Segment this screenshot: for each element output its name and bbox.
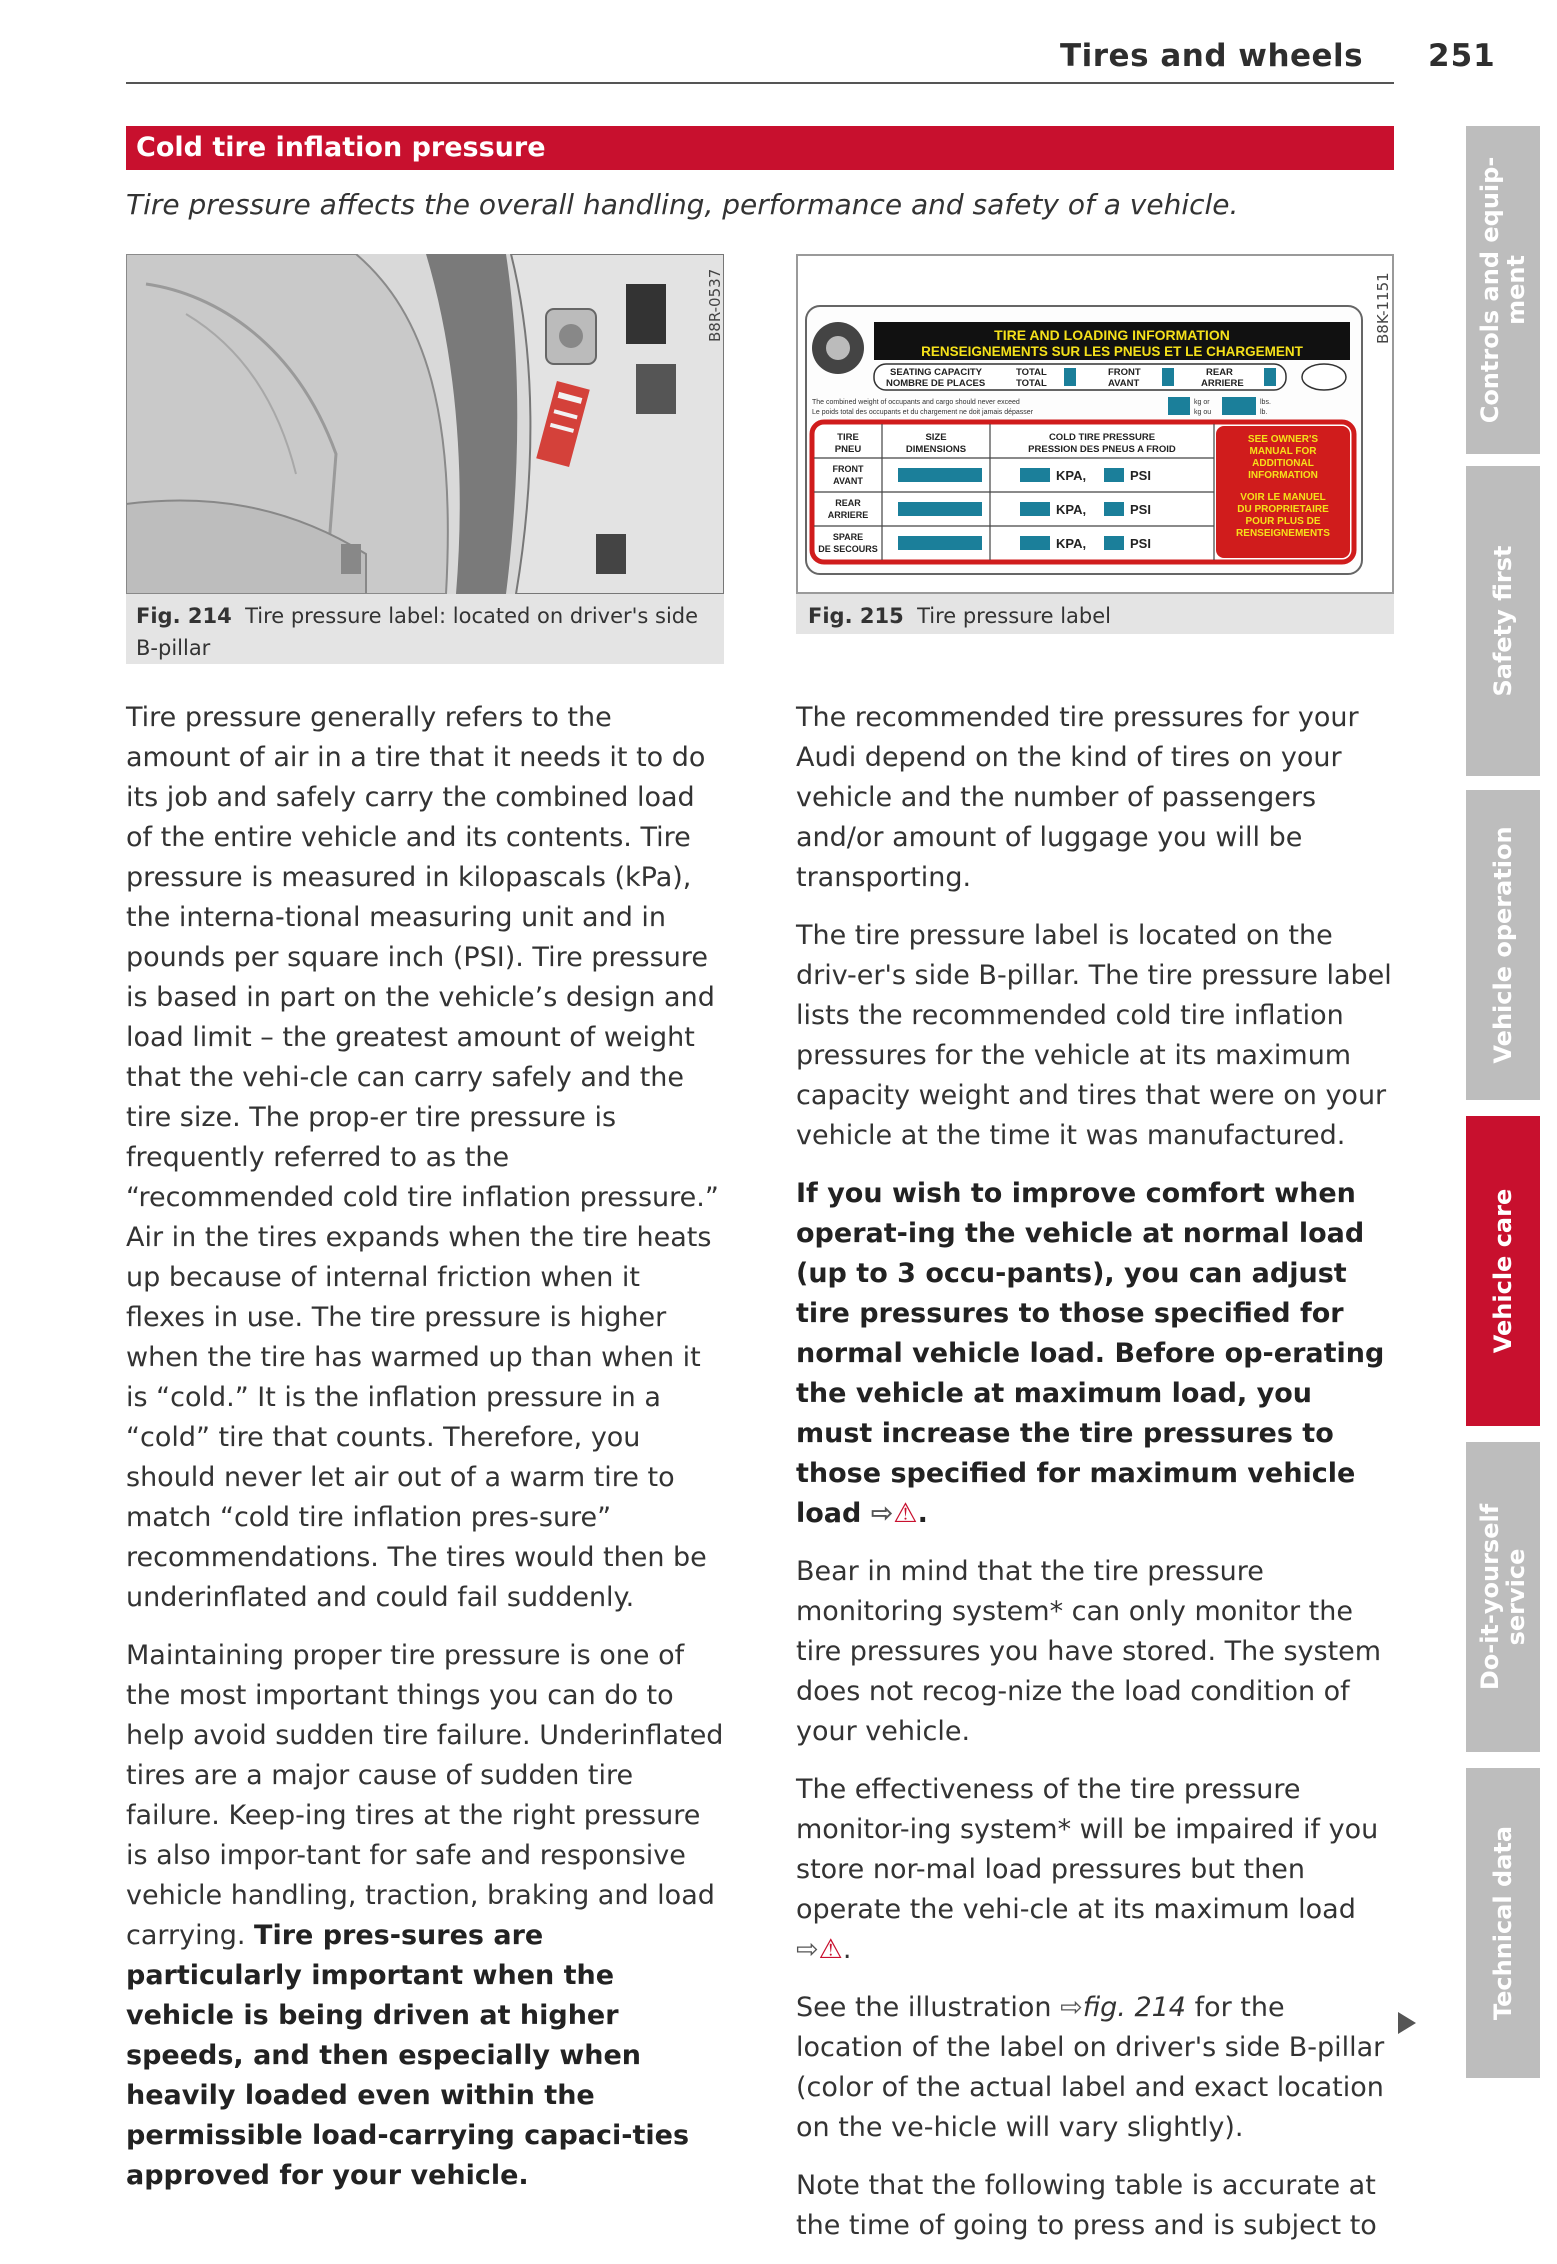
header-divider [126,82,1394,84]
left-column [126,698,724,2214]
side-tab-vehicle-care-label: Vehicle care [1489,1188,1517,1354]
label-rear-fr: ARRIERE [1201,378,1244,389]
page-number: 251 [1428,38,1496,74]
period: . [842,1934,852,1965]
side-tab-technical-label: Technical data [1489,1825,1517,2021]
label-kpa-1: KPA, [1056,468,1087,483]
label-col-pressure: COLD TIRE PRESSURE [1048,432,1156,443]
figure-214-caption-text: Tire pressure label: located on driver's side B-pillar [136,604,699,660]
right-paragraph-3-text: If you wish to improve comfort when operat-ing the vehicle at normal load (up to 3 occu-pants), you can adjust tire pressures to those specified for normal vehicle load. Before op-erating the vehicle at maximum load, you must increase the tire pressures to those specified for maximum vehicle load [796,1178,1385,1529]
continue-arrow-icon [1398,2012,1416,2034]
label-see-en-3: ADDITIONAL [1252,458,1314,469]
right-column [796,698,1396,2264]
label-title-en: TIRE AND LOADING INFORMATION [994,327,1230,343]
figure-215-caption-text: Tire pressure label [917,604,1112,628]
b-pillar-illustration [126,254,724,594]
side-tab-controls[interactable] [1466,126,1540,454]
label-kg-or: kg or [1194,399,1210,406]
label-front-fr: AVANT [1108,378,1140,389]
section-subtitle: Tire pressure affects the overall handling, performance and safety of a vehicle. [126,188,1239,221]
label-see-fr-1: VOIR LE MANUEL [1240,492,1326,503]
figure-215-number: Fig. 215 [808,604,904,628]
side-tab-controls-label: Controls and equip-ment [1476,156,1530,424]
label-seating-fr: NOMBRE DE PLACES [886,378,986,389]
label-kpa-2: KPA, [1056,502,1087,517]
label-front: FRONT [1108,367,1141,378]
right-paragraph-7: Note that the following table is accurate at the time of going to press and is subject to [796,2170,1377,2241]
side-tab-safety-label: Safety first [1489,545,1517,697]
figure-214-number: Fig. 214 [136,604,232,628]
label-total-2: TOTAL [1016,378,1047,389]
side-tab-diy[interactable] [1466,1442,1540,1752]
label-psi-2: PSI [1130,502,1151,517]
period: . [917,1498,928,1529]
label-col-tire-fr: PNEU [834,444,862,455]
right-paragraph-4: Bear in mind that the tire pressure monitoring system* can only monitor the tire pressures you have stored. The system does not recog-nize the load condition of your vehicle. [796,1556,1382,1747]
side-tab-operation[interactable] [1466,790,1540,1100]
label-rear: REAR [1206,367,1233,378]
page-header-title: Tires and wheels [1060,38,1364,74]
label-see-fr-4: RENSEIGNEMENTS [1236,528,1330,539]
figure-215 [796,254,1394,634]
label-kg-ou: kg ou [1194,409,1212,416]
label-lbs: lbs. [1260,399,1271,406]
label-row-rear: REAR [835,498,861,508]
side-tab-safety[interactable] [1466,466,1540,776]
label-row-spare: SPARE [832,532,864,542]
side-tab-vehicle-care[interactable] [1466,1116,1540,1426]
label-see-fr-2: DU PROPRIETAIRE [1237,504,1329,515]
side-tab-diy-label: Do-it-yourself service [1476,1503,1530,1691]
figure-215-image [796,254,1394,594]
label-title-fr: RENSEIGNEMENTS SUR LES PNEUS ET LE CHARGEMENT [921,344,1303,359]
label-lb: lb. [1260,409,1268,416]
label-row-front: FRONT [832,464,864,474]
left-paragraph-2-emphasis: Tire pres-sures are particularly important when the vehicle is being driven at higher speeds, and then especially when heavily loaded even within the permissible load-carrying capaci-ties approved for your vehicle. [126,1920,690,2191]
label-row-spare-fr: DE SECOURS [818,544,878,554]
right-paragraph-6-pre: See the illustration [796,1992,1052,2023]
label-weight-en: The combined weight of occupants and cargo should never exceed [812,399,1020,406]
label-col-size: SIZE [925,432,947,443]
right-paragraph-5-text: The effectiveness of the tire pressure monitor-ing system* will be impaired if you store nor-mal load pressures but then operate the vehi-cle at its maximum load [796,1774,1379,1925]
left-paragraph-2-text: Maintaining proper tire pressure is one of the most important things you can do to help avoid sudden tire failure. Underinflated tires are a major cause of sudden tire failure. Keep-ing tires at the right pressure is also impor-tant for safe and responsive vehicle handling, traction, braking and load carrying. [126,1640,724,1951]
right-paragraph-6 [796,1988,1396,2148]
right-paragraph-3 [796,1174,1396,1534]
figure-reference-link[interactable]: fig. 214 [1082,1992,1186,2023]
right-paragraph-5 [796,1770,1396,1970]
label-weight-fr: Le poids total des occupants et du chargement ne doit jamais dépasser [812,409,1034,416]
reference-arrow-icon: ⇨ [870,1498,894,1529]
label-total-1: TOTAL [1016,367,1047,378]
label-psi-3: PSI [1130,536,1151,551]
label-see-en-4: INFORMATION [1248,470,1318,481]
label-row-rear-fr: ARRIERE [827,510,869,520]
side-tab-technical[interactable] [1466,1768,1540,2078]
figure-214-code: B8R-0537 [706,268,724,342]
label-row-front-fr: AVANT [833,476,863,486]
section-heading: Cold tire inflation pressure [126,126,1394,170]
label-psi-1: PSI [1130,468,1151,483]
figure-214-image [126,254,724,594]
label-col-pressure-fr: PRESSION DES PNEUS A FROID [1028,444,1176,455]
warning-icon[interactable]: ⚠ [893,1498,918,1529]
label-col-size-fr: DIMENSIONS [905,444,967,455]
right-paragraph-2: The tire pressure label is located on the driv-er's side B-pillar. The tire pressure label lists the recommended cold tire inflation pressures for the vehicle at its maximum capacity weight and tires that were on your vehicle at the time it was manufactured. [796,920,1392,1151]
right-paragraph-1: The recommended tire pressures for your Audi depend on the kind of tires on your vehicle and the number of passengers and/or amount of luggage you will be transporting. [796,702,1359,893]
label-col-tire: TIRE [837,432,859,443]
tire-loading-label [798,256,1392,592]
warning-icon[interactable]: ⚠ [818,1934,843,1965]
reference-arrow-icon: ⇨ [796,1934,819,1965]
side-tab-operation-label: Vehicle operation [1489,826,1517,1064]
label-kpa-3: KPA, [1056,536,1087,551]
figure-215-code: B8K-1151 [1374,272,1392,344]
reference-arrow-icon: ⇨ [1060,1992,1083,2023]
label-see-en-1: SEE OWNER'S [1247,434,1319,445]
label-seating: SEATING CAPACITY [890,367,983,378]
figure-214-caption [136,600,716,664]
label-see-fr-3: POUR PLUS DE [1245,516,1321,527]
figure-215-caption [808,600,1388,632]
label-see-en-2: MANUAL FOR [1249,446,1317,457]
left-paragraph-1: Tire pressure generally refers to the amount of air in a tire that it needs it to do its job and safely carry the combined load of the entire vehicle and its contents. Tire pressure is measured in kilopascals (kPa), the interna-tional measuring unit and in pounds per square inch (PSI). Tire pressure is based in part on the vehicle’s design and load limit – the greatest amount of weight that the vehi-cle can carry safely and the tire size. The prop-er tire pressure is frequently referred to as the “recommended cold tire inflation pressure.” Air in the tires expands when the tire heats up because of internal friction when it flexes in use. The tire pressure is higher when the tire has warmed up than when it is “cold.” It is the inflation pressure in a “cold” tire that counts. Therefore, you should never let air out of a warm tire to match “cold tire inflation pres-sure” recommendations. The tires would then be underinflated and could fail suddenly. [126,702,719,1613]
figure-214 [126,254,724,664]
right-paragraph-6-post: for the location of the label on driver's side B-pillar (color of the actual label and exact location on the ve-hicle will vary slightly). [796,1992,1385,2143]
left-paragraph-2 [126,1636,724,2196]
